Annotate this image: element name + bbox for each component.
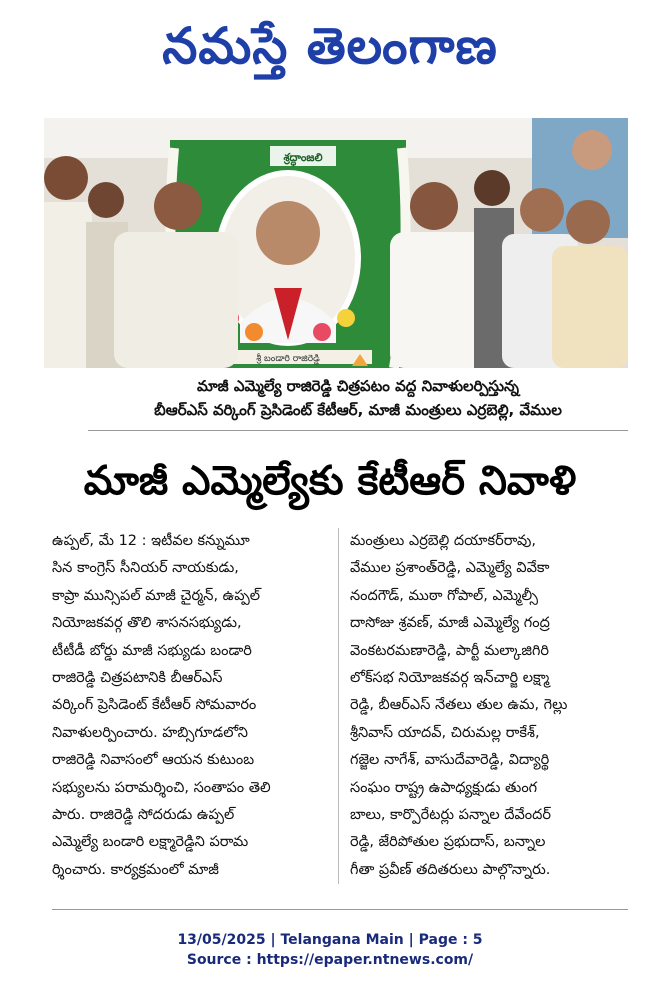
article-line: పారు. రాజిరెడ్డి సోదరుడు ఉప్పల్ — [52, 807, 235, 824]
article-line: దాసోజు శ్రవణ్, మాజీ ఎమ్మెల్యే గంద్ర — [350, 615, 550, 632]
masthead — [0, 8, 660, 84]
article-line: వెంకటరమణారెడ్డి, పార్టీ మల్కాజిగిరి — [350, 642, 550, 659]
article-column-right — [350, 528, 628, 884]
article-line: నందగౌడ్, ముఠా గోపాల్, ఎమ్మెల్సీ — [350, 587, 539, 604]
article-line: మంత్రులు ఎర్రబెల్లి దయాకర్‌రావు, — [350, 533, 536, 549]
column-divider — [338, 528, 339, 884]
photo-caption — [88, 374, 628, 422]
article-column-left — [52, 528, 330, 884]
caption-divider — [88, 430, 628, 431]
article-line: వర్కింగ్ ప్రెసిడెంట్ కేటీఆర్ సోమవారం — [52, 697, 257, 714]
footer-divider — [52, 909, 628, 910]
article-line: కాప్రా మున్సిపల్ మాజీ చైర్మన్, ఉప్పల్ — [52, 587, 261, 604]
article-line: టీటీడీ బోర్డు మాజీ సభ్యుడు బండారి — [52, 642, 252, 659]
photo-illustration — [44, 118, 628, 368]
article-line: సిన కాంగ్రెస్ సీనియర్ నాయకుడు, — [52, 560, 239, 577]
article-line: బాలు, కార్పొరేటర్లు పన్నాల దేవేందర్ — [350, 807, 551, 824]
portrait-face — [256, 201, 320, 265]
person-1 — [44, 156, 92, 368]
article-line: గీతా ప్రవీణ్ తదితరులు పాల్గొన్నారు. — [350, 861, 551, 878]
portrait-label: శ్రీ బండారి రాజిరెడ్డి — [256, 354, 320, 364]
article-line: శ్రీనివాస్ యాదవ్, చిరుమల్ల రాకేశ్, — [350, 724, 540, 741]
article-line: రెడ్డి, జేరిపోతుల ప్రభుదాస్, బన్నాల — [350, 834, 546, 851]
article-line: నివాళులర్పించారు. హబ్సిగూడలోని — [52, 724, 248, 741]
article-line: రాజిరెడ్డి నివాసంలో ఆయన కుటుంబ — [52, 752, 255, 769]
article-line: రెడ్డి, బీఆర్ఎస్ నేతలు తుల ఉమ, గెల్లు — [350, 697, 568, 714]
article-line: నియోజకవర్గ తొలి శాసనసభ్యుడు, — [52, 615, 242, 632]
caption-line-1: మాజీ ఎమ్మెల్యే రాజిరెడ్డి చిత్రపటం వద్ద నివాళులర్పిస్తున్న — [197, 377, 519, 395]
banner-text: శ్రద్ధాంజలి — [283, 151, 323, 164]
article-line: గజ్జెల నాగేశ్, వాసుదేవారెడ్డి, విద్యార్థి — [350, 752, 550, 769]
article-line: ఎమ్మెల్యే బండారి లక్ష్మారెడ్డిని పరామ — [52, 834, 249, 851]
article-line: వేముల ప్రశాంత్‌రెడ్డి, ఎమ్మెల్యే వివేకా — [350, 560, 550, 577]
article-line: లోక్‌సభ నియోజకవర్గ ఇన్‌చార్జి లక్ష్మా — [350, 670, 550, 687]
article-line: రాజిరెడ్డి చిత్రపటానికి బీఆర్ఎస్ — [52, 670, 223, 687]
news-photo — [44, 118, 628, 368]
source-link[interactable]: Source : https://epaper.ntnews.com/ — [186, 952, 474, 968]
article-line: ఉప్పల్, మే 12 : ఇటీవల కన్నుమూ — [52, 533, 250, 549]
caption-line-2: బీఆర్ఎస్ వర్కింగ్ ప్రెసిడెంట్ కేటీఆర్, మాజీ మంత్రులు ఎర్రబెల్లి, వేముల — [154, 401, 562, 419]
newspaper-title: నమస్తే తెలంగాణ — [162, 17, 498, 75]
article-line: సభ్యులను పరామర్శించి, సంతాపం తెలి — [52, 779, 271, 796]
page-footer — [0, 930, 660, 970]
article-line: సంఘం రాష్ట్ర ఉపాధ్యక్షుడు తుంగ — [350, 779, 538, 796]
edition-info: 13/05/2025 | Telangana Main | Page : 5 — [177, 932, 483, 948]
headline: మాజీ ఎమ్మెల్యేకు కేటీఆర్ నివాళి — [83, 458, 577, 504]
article-line: ర్శించారు. కార్యక్రమంలో మాజీ — [52, 861, 219, 878]
